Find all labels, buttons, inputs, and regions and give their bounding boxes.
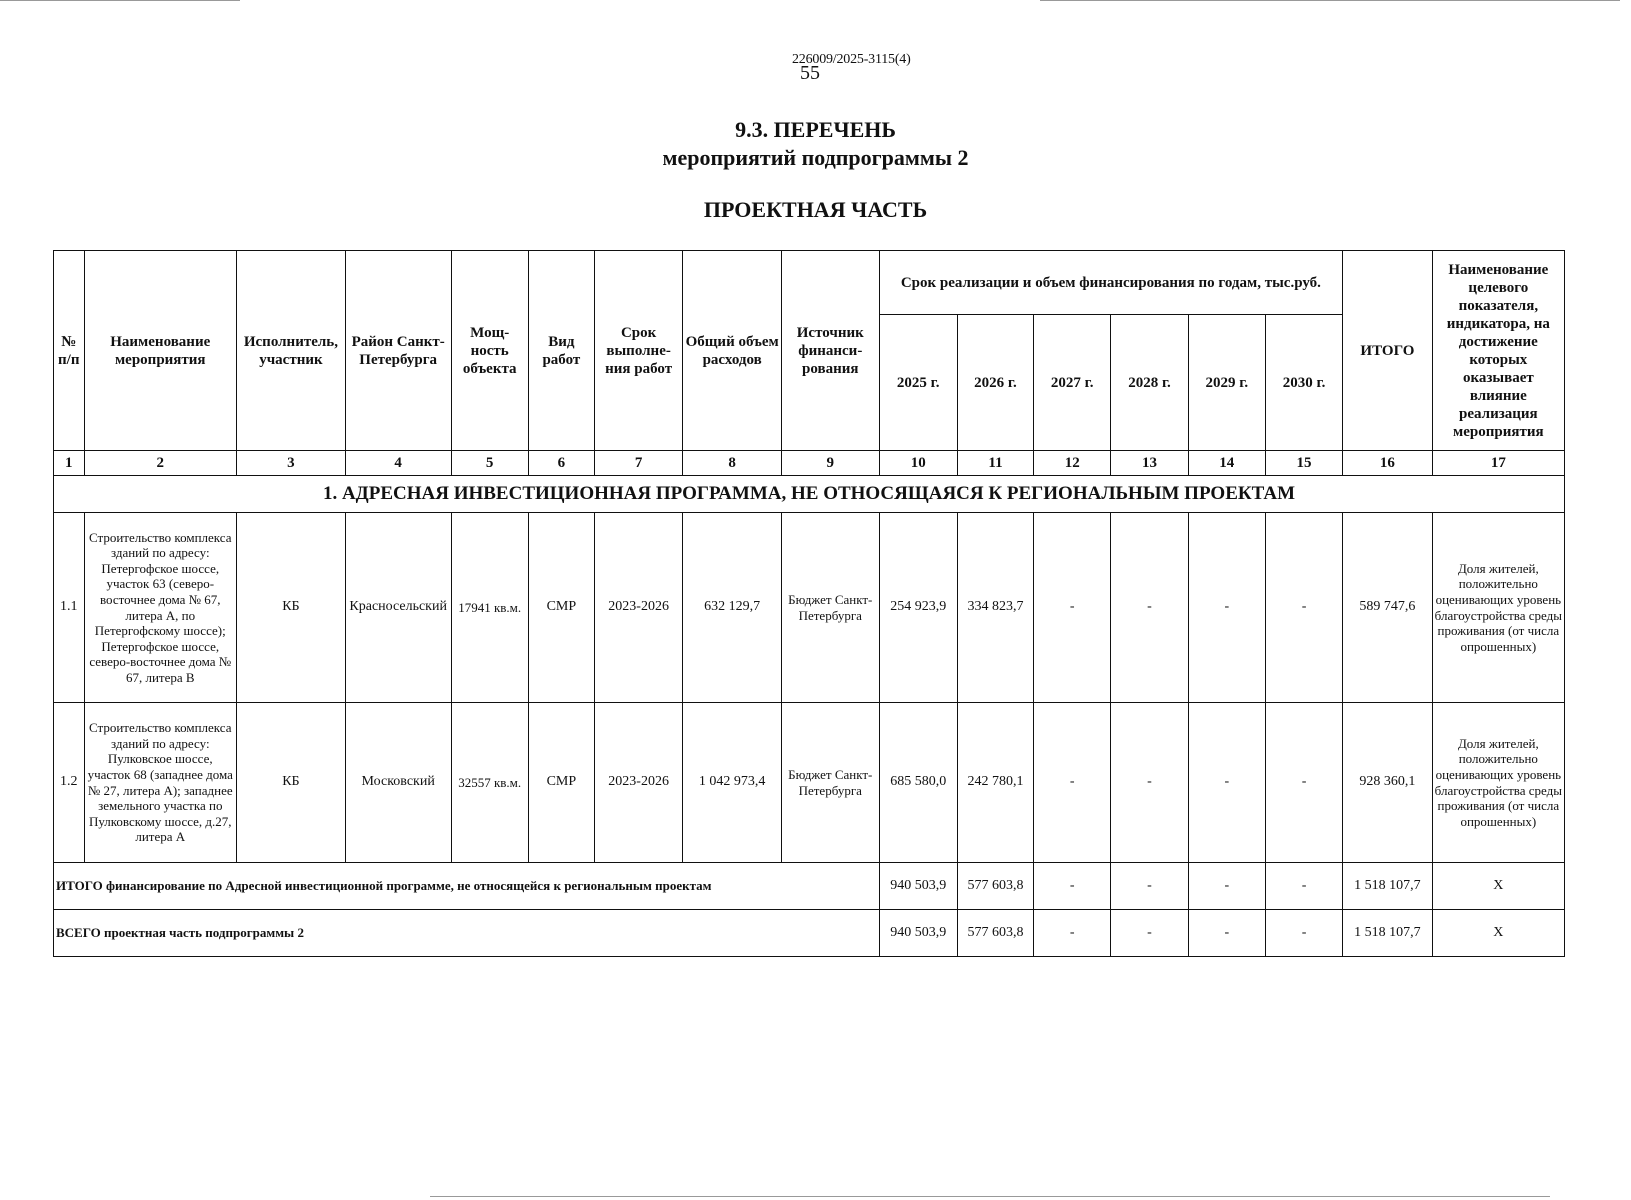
col-header-total-cost: Общий объем расходов [683,251,782,451]
column-number: 7 [594,451,682,476]
col-header-2029: 2029 г. [1188,315,1265,451]
row-capacity: 32557 кв.м. [451,703,528,863]
grand-total-indicator: Х [1432,910,1564,957]
grand-total-itogo: 1 518 107,7 [1343,910,1432,957]
col-header-work-type: Вид работ [528,251,594,451]
column-number: 14 [1188,451,1265,476]
col-header-2027: 2027 г. [1034,315,1111,451]
row-2025: 685 580,0 [879,703,957,863]
section-row [54,476,1565,513]
page-number: 55 [800,62,820,84]
row-2029: - [1188,703,1265,863]
row-2028: - [1111,513,1188,703]
grand-total-2030: - [1265,910,1342,957]
totals-2025: 940 503,9 [879,863,957,910]
row-executor: КБ [237,703,346,863]
table-row [54,513,1565,703]
totals-itogo: 1 518 107,7 [1343,863,1432,910]
column-number: 4 [345,451,451,476]
column-number: 2 [84,451,237,476]
row-2026: 334 823,7 [957,513,1033,703]
column-number: 8 [683,451,782,476]
grand-total-2027: - [1034,910,1111,957]
col-header-capacity: Мощ-ность объекта [451,251,528,451]
totals-2027: - [1034,863,1111,910]
totals-indicator: Х [1432,863,1564,910]
row-itogo: 928 360,1 [1343,703,1432,863]
row-source: Бюджет Санкт-Петербурга [781,703,879,863]
grand-total-row [54,910,1565,957]
table-row [54,703,1565,863]
row-indicator: Доля жителей, положительно оценивающих уровень благоустройства среды проживания (от числа опрошенных) [1432,513,1564,703]
measures-table [53,250,1565,957]
row-2027: - [1034,513,1111,703]
grand-total-2028: - [1111,910,1188,957]
grand-total-label: ВСЕГО проектная часть подпрограммы 2 [54,910,880,957]
grand-total-2026: 577 603,8 [957,910,1033,957]
row-itogo: 589 747,6 [1343,513,1432,703]
section-heading: ПРОЕКТНАЯ ЧАСТЬ [703,197,928,222]
row-2029: - [1188,513,1265,703]
totals-row [54,863,1565,910]
column-number: 16 [1343,451,1432,476]
row-total-cost: 1 042 973,4 [683,703,782,863]
column-number: 6 [528,451,594,476]
col-header-itogo: ИТОГО [1343,251,1432,451]
col-header-2025: 2025 г. [879,315,957,451]
column-number: 15 [1265,451,1342,476]
column-number: 10 [879,451,957,476]
registration-stamp: 226009/2025-3115(4) [792,52,911,67]
row-2025: 254 923,9 [879,513,957,703]
col-header-source: Источник финанси-рования [781,251,879,451]
row-work-type: СМР [528,513,594,703]
column-number: 3 [237,451,346,476]
row-capacity: 17941 кв.м. [451,513,528,703]
totals-label: ИТОГО финансирование по Адресной инвестиционной программе, не относящейся к региональным проектам [54,863,880,910]
col-header-executor: Исполнитель, участник [237,251,346,451]
row-name: Строительство комплекса зданий по адресу: Пулковское шоссе, участок 68 (западнее дома № 27, литера А); западнее земельного участка по Пулковскому шоссе, д.27, литера А [84,703,237,863]
grand-total-2029: - [1188,910,1265,957]
totals-2030: - [1265,863,1342,910]
row-source: Бюджет Санкт-Петербурга [781,513,879,703]
section-title: 1. АДРЕСНАЯ ИНВЕСТИЦИОННАЯ ПРОГРАММА, НЕ ОТНОСЯЩАЯСЯ К РЕГИОНАЛЬНЫМ ПРОЕКТАМ [54,476,1565,513]
column-number: 13 [1111,451,1188,476]
row-district: Московский [345,703,451,863]
row-term: 2023-2026 [594,703,682,863]
col-header-name: Наименование мероприятия [84,251,237,451]
col-header-2028: 2028 г. [1111,315,1188,451]
col-header-2026: 2026 г. [957,315,1033,451]
totals-2026: 577 603,8 [957,863,1033,910]
col-header-num: № п/п [54,251,85,451]
row-2026: 242 780,1 [957,703,1033,863]
row-num: 1.2 [54,703,85,863]
col-header-term: Срок выполне-ния работ [594,251,682,451]
row-2028: - [1111,703,1188,863]
row-district: Красносельский [345,513,451,703]
column-number: 11 [957,451,1033,476]
row-executor: КБ [237,513,346,703]
document-subtitle: мероприятий подпрограммы 2 [662,145,969,170]
row-name: Строительство комплекса зданий по адресу: Петергофское шоссе, участок 63 (северо-восточнее дома № 67, литера А, по Петергофскому шоссе); Петергофское шоссе, северо-восточнее дома № 67, литера В [84,513,237,703]
column-number: 12 [1034,451,1111,476]
grand-total-2025: 940 503,9 [879,910,957,957]
row-total-cost: 632 129,7 [683,513,782,703]
col-header-2030: 2030 г. [1265,315,1342,451]
column-number: 1 [54,451,85,476]
document-title: 9.3. ПЕРЕЧЕНЬ [735,117,896,142]
col-header-years-group: Срок реализации и объем финансирования по годам, тыс.руб. [879,251,1343,315]
row-indicator: Доля жителей, положительно оценивающих уровень благоустройства среды проживания (от числа опрошенных) [1432,703,1564,863]
row-2027: - [1034,703,1111,863]
row-term: 2023-2026 [594,513,682,703]
col-header-indicator: Наименование целевого показателя, индикатора, на достижение которых оказывает влияние реализация мероприятия [1432,251,1564,451]
column-number: 5 [451,451,528,476]
column-number: 9 [781,451,879,476]
column-numbers-row [54,451,1565,476]
totals-2028: - [1111,863,1188,910]
row-num: 1.1 [54,513,85,703]
col-header-district: Район Санкт-Петербурга [345,251,451,451]
row-2030: - [1265,513,1342,703]
row-2030: - [1265,703,1342,863]
totals-2029: - [1188,863,1265,910]
column-number: 17 [1432,451,1564,476]
row-work-type: СМР [528,703,594,863]
